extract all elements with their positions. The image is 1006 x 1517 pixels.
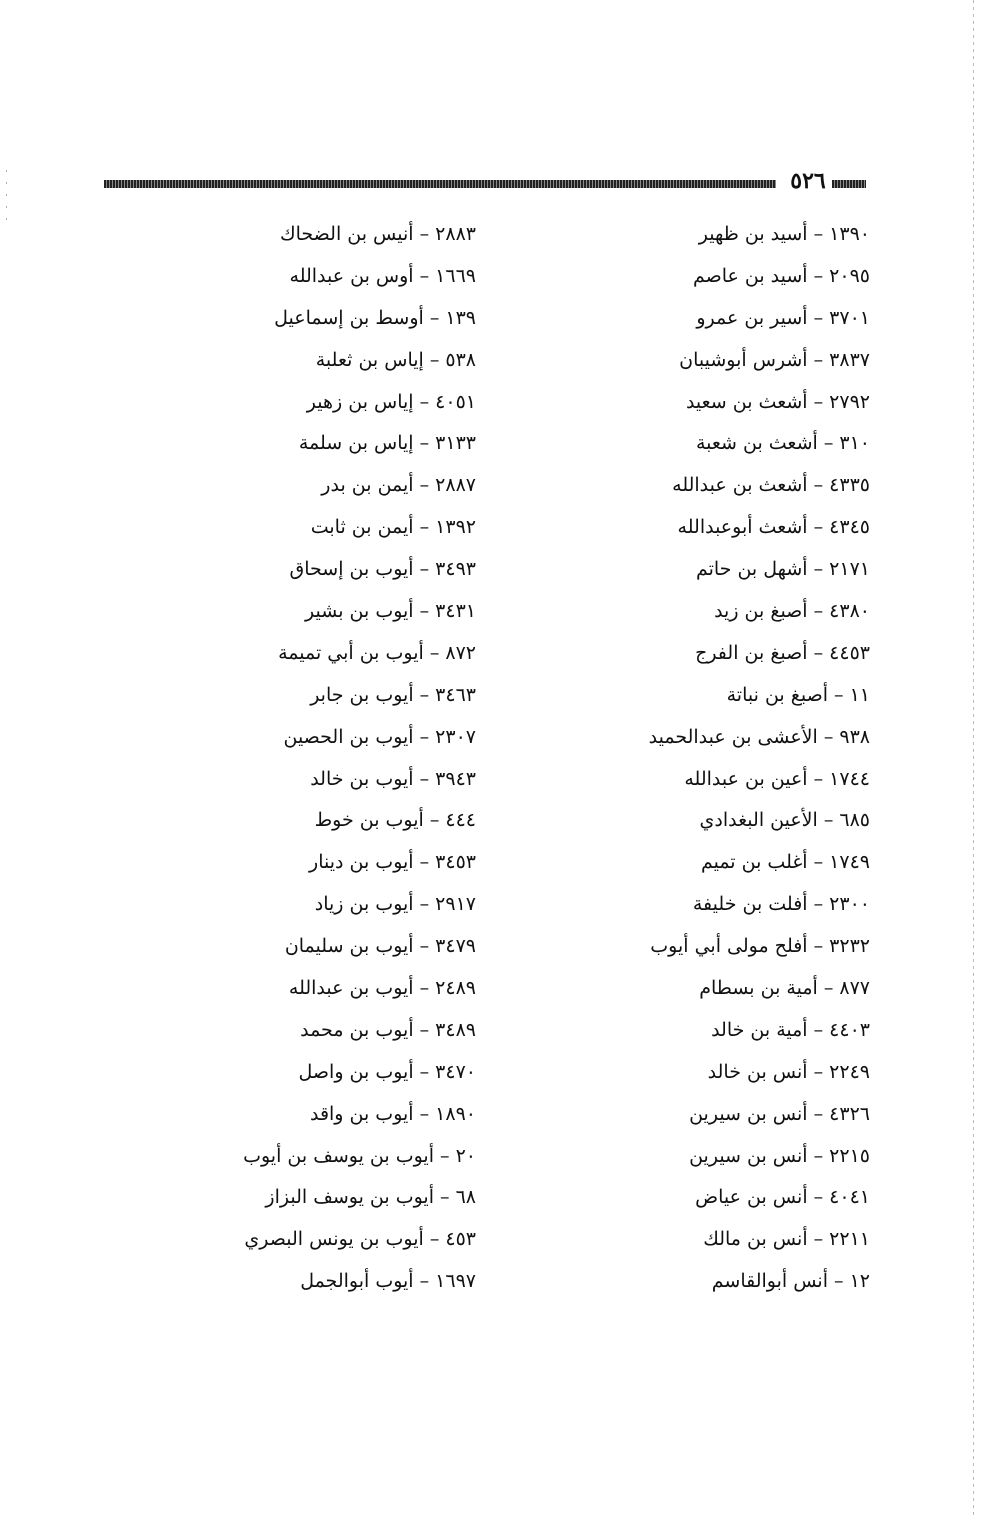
index-entry: ١٨٩٠ – أيوب بن واقد xyxy=(309,1102,476,1125)
index-entry: ٣١٠ – أشعث بن شعبة xyxy=(695,432,870,455)
index-entry: ٣٤٣١ – أيوب بن بشير xyxy=(305,600,476,623)
index-entry: ٣١٣٣ – إياس بن سلمة xyxy=(298,432,476,455)
index-entry: ٣٨٣٧ – أشرس أبوشيبان xyxy=(679,348,870,371)
index-entry: ٤٣٨٠ – أصبغ بن زيد xyxy=(714,600,870,623)
index-entry: ٩٣٨ – الأعشى بن عبدالحميد xyxy=(648,725,870,748)
index-entry: ٢٩١٧ – أيوب بن زياد xyxy=(314,893,476,916)
index-entry: ٣٤٧٩ – أيوب بن سليمان xyxy=(284,935,476,958)
index-entry: ٣٤٩٣ – أيوب بن إسحاق xyxy=(289,558,476,581)
index-entry: ٤٤٠٣ – أمية بن خالد xyxy=(711,1018,870,1041)
index-entry: ١٣٩٠ – أسيد بن ظهير xyxy=(698,223,870,245)
index-entry: ٤٠٤١ – أنس بن عياض xyxy=(695,1186,870,1209)
index-entry: ٢٨٨٣ – أنيس بن الضحاك xyxy=(279,223,476,245)
index-entry: ٤٤٥٣ – أصبغ بن الفرج xyxy=(695,641,870,664)
page-edge-line xyxy=(973,0,974,1517)
index-entry: ٢٣٠٠ – أفلت بن خليفة xyxy=(692,893,870,916)
index-entry: ٤٣٤٥ – أشعث أبوعبدالله xyxy=(677,516,870,539)
index-entry: ٨٧٢ – أيوب بن أبي تميمة xyxy=(278,641,476,664)
scan-dots xyxy=(6,170,7,230)
index-entry: ٢٣٠٧ – أيوب بن الحصين xyxy=(283,725,476,748)
index-entry: ٤٠٥١ – إياس بن زهير xyxy=(306,390,476,413)
header-rule xyxy=(104,180,776,188)
index-entry: ٣٢٣٢ – أفلح مولى أبي أيوب xyxy=(650,935,870,958)
index-entry: ٢٠٩٥ – أسيد بن عاصم xyxy=(692,264,870,287)
index-entry: ٢٢١٥ – أنس بن سيرين xyxy=(689,1144,870,1167)
index-entry: ٥٣٨ – إياس بن ثعلبة xyxy=(315,348,476,371)
page-header xyxy=(104,168,866,196)
index-entry: ٦٨ – أيوب بن يوسف البزاز xyxy=(265,1186,476,1209)
index-column-right xyxy=(620,214,870,1303)
index-entry: ١٧٤٩ – أغلب بن تميم xyxy=(700,851,870,874)
index-entry: ٣٤٨٩ – أيوب بن محمد xyxy=(300,1018,476,1041)
index-entry: ٨٧٧ – أمية بن بسطام xyxy=(699,977,870,1000)
index-entry: ٣٤٥٣ – أيوب بن دينار xyxy=(309,851,476,874)
index-entry: ١٢ – أنس أبوالقاسم xyxy=(711,1270,870,1293)
index-entry: ١٧٤٤ – أعين بن عبدالله xyxy=(684,767,870,790)
index-entry: ٢٢٤٩ – أنس بن خالد xyxy=(707,1060,870,1083)
index-entry: ٢٠ – أيوب بن يوسف بن أيوب xyxy=(243,1144,476,1167)
index-entry: ٢٧٩٢ – أشعث بن سعيد xyxy=(685,390,870,413)
index-entry: ٣٧٠١ – أسير بن عمرو xyxy=(696,306,870,329)
index-entry: ٣٩٤٣ – أيوب بن خالد xyxy=(310,767,476,790)
index-entry: ٤٣٣٥ – أشعث بن عبدالله xyxy=(672,474,870,497)
index-entry: ٦٨٥ – الأعين البغدادي xyxy=(699,809,870,832)
page-number: ٥٢٦ xyxy=(790,168,826,194)
index-entry: ٢٢١١ – أنس بن مالك xyxy=(703,1228,870,1251)
index-entry: ١٣٩ – أوسط بن إسماعيل xyxy=(274,306,476,329)
index-entry: ١١ – أصبغ بن نباتة xyxy=(726,683,870,706)
index-entry: ٤٥٣ – أيوب بن يونس البصري xyxy=(244,1228,476,1251)
header-rule-end xyxy=(832,180,866,188)
index-entry: ١٣٩٢ – أيمن بن ثابت xyxy=(310,516,476,539)
index-entry: ١٦٦٩ – أوس بن عبدالله xyxy=(289,264,476,287)
index-column-left xyxy=(216,214,476,1303)
index-entry: ٣٤٦٣ – أيوب بن جابر xyxy=(310,683,476,706)
index-entry: ٣٤٧٠ – أيوب بن واصل xyxy=(298,1060,476,1083)
index-entry: ٤٤٤ – أيوب بن خوط xyxy=(314,809,476,832)
index-entry: ٢٨٨٧ – أيمن بن بدر xyxy=(321,474,476,497)
index-entry: ٢١٧١ – أشهل بن حاتم xyxy=(695,558,870,581)
index-entry: ٢٤٨٩ – أيوب بن عبدالله xyxy=(288,977,476,1000)
index-entry: ٤٣٢٦ – أنس بن سيرين xyxy=(689,1102,870,1125)
index-entry: ١٦٩٧ – أيوب أبوالجمل xyxy=(300,1270,476,1293)
